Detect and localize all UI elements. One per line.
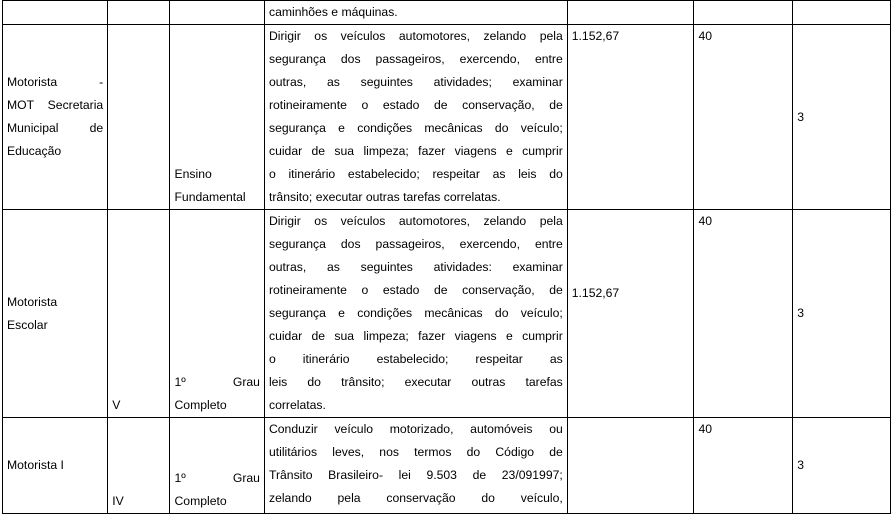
descricao-line: segurança dos passageiros, exercendo, entre [268, 237, 563, 251]
job-positions-table [2, 0, 891, 514]
escolaridade-cell [170, 25, 264, 210]
vencimento-cell [567, 1, 694, 25]
table-row [3, 25, 891, 210]
nivel-cell: IV [108, 418, 170, 514]
table-row [3, 1, 891, 25]
escolaridade-line: 1º Grau [174, 375, 260, 389]
descricao-cell [264, 1, 567, 25]
vagas-cell: 3 [793, 25, 891, 210]
cargo-line: Motorista - [7, 75, 104, 89]
descricao-line: o itinerário estabelecido; respeitar as [268, 352, 563, 366]
escolaridade-cell [170, 418, 264, 514]
descricao-line: cuidar de sua limpeza; fazer viagens e cumprir [268, 329, 563, 343]
cargo-line: Escolar [7, 317, 48, 332]
vagas-cell [793, 1, 891, 25]
cargo-line: Educação [7, 144, 62, 158]
descricao-line: segurança dos passageiros, exercendo, entre [268, 52, 563, 66]
cargo-line: MOT Secretaria [7, 98, 104, 112]
carga-horaria-cell [694, 1, 793, 25]
descricao-line: segurança e condições mecânicas do veículo; [268, 121, 563, 135]
cargo-cell [3, 25, 108, 210]
escolaridade-line: Completo [174, 398, 227, 412]
descricao-line: correlatas. [268, 398, 326, 412]
descricao-cell [264, 418, 567, 514]
table-row [3, 210, 891, 418]
descricao-line: trânsito; executar outras tarefas correlatas. [268, 190, 501, 204]
vencimento-cell: 1.152,67 [567, 210, 694, 418]
descricao-line: Conduzir veículo motorizado, automóveis ou [268, 422, 563, 436]
descricao-line: rotineiramente o estado de conservação, de [268, 98, 563, 112]
descricao-line: cuidar de sua limpeza; fazer viagens e cumprir [268, 144, 563, 158]
vagas-cell: 3 [793, 418, 891, 514]
escolaridade-line: Ensino [174, 167, 212, 181]
descricao-line: Dirigir os veículos automotores, zelando pela [268, 214, 563, 228]
cargo-cell [3, 1, 108, 25]
descricao-cell [264, 25, 567, 210]
nivel-cell [108, 25, 170, 210]
nivel-cell [108, 1, 170, 25]
descricao-line: Trânsito Brasileiro- lei 9.503 de 23/091997; [268, 468, 563, 482]
descricao-line: leis do trânsito; executar outras tarefas [268, 375, 563, 389]
descricao-line: caminhões e máquinas. [268, 5, 398, 19]
descricao-line: outras, as seguintes atividades; examinar [268, 75, 563, 89]
escolaridade-line: Completo [174, 494, 227, 508]
descricao-line: utilitários leves, nos termos do Código de [268, 445, 563, 459]
descricao-line: Dirigir os veículos automotores, zelando pela [268, 29, 563, 43]
descricao-line: zelando pela conservação do veículo, [268, 491, 563, 505]
escolaridade-cell [170, 1, 264, 25]
vencimento-cell: 1.152,67 [567, 25, 694, 210]
descricao-line: segurança e condições mecânicas do veículo; [268, 306, 563, 320]
descricao-cell [264, 210, 567, 418]
escolaridade-line: 1º Grau [174, 471, 260, 485]
cargo-cell [3, 210, 108, 418]
escolaridade-line: Fundamental [174, 190, 246, 204]
descricao-line: o itinerário estabelecido; respeitar as leis do [268, 167, 563, 181]
table-row [3, 418, 891, 514]
carga-horaria-cell: 40 [694, 418, 793, 514]
vencimento-cell [567, 418, 694, 514]
carga-horaria-cell: 40 [694, 210, 793, 418]
descricao-line: outras, as seguintes atividades: examinar [268, 260, 563, 274]
descricao-line: rotineiramente o estado de conservação, de [268, 283, 563, 297]
cargo-line: Municipal de [7, 121, 104, 135]
carga-horaria-cell: 40 [694, 25, 793, 210]
vagas-cell: 3 [793, 210, 891, 418]
cargo-cell: Motorista I [3, 418, 108, 514]
nivel-cell: V [108, 210, 170, 418]
escolaridade-cell [170, 210, 264, 418]
cargo-line: Motorista [7, 294, 58, 309]
